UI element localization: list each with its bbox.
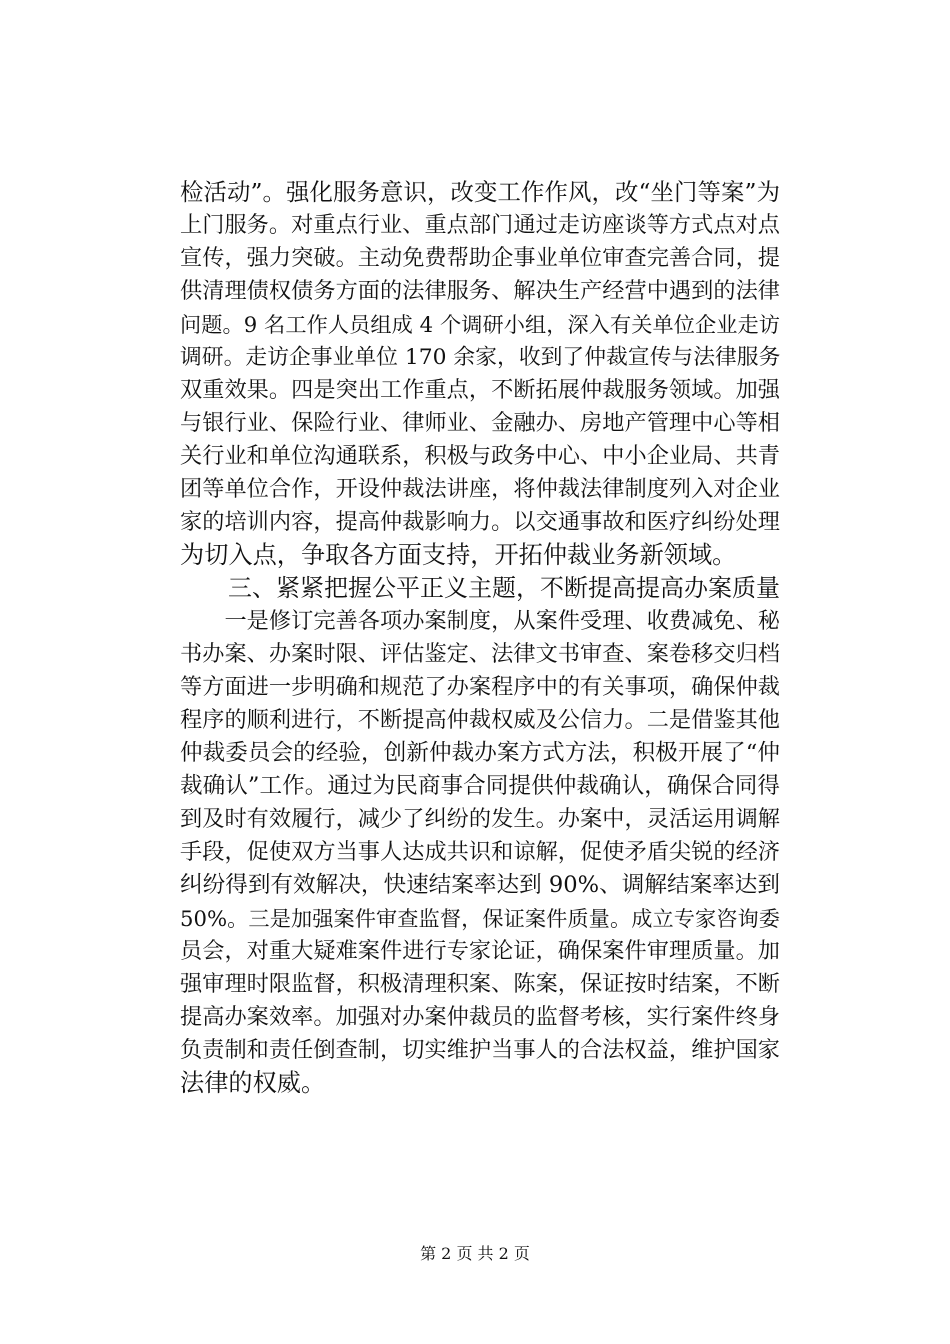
page-footer: 第 2 页 共 2 页 [420,1244,530,1263]
text-line: 到及时有效履行，减少了纠纷的发生。办案中，灵活运用调解 [180,806,780,832]
text-line: 程序的顺利进行，不断提高仲裁权威及公信力。二是借鉴其他 [180,707,780,733]
text-line: 双重效果。四是突出工作重点，不断拓展仲裁服务领域。加强 [180,377,780,403]
text-line: 调研。走访企事业单位 170 余家，收到了仲裁宣传与法律服务 [180,345,781,370]
text-line: 问题。9 名工作人员组成 4 个调研小组，深入有关单位企业走访 [180,312,780,337]
text-line: 家的培训内容，提高仲裁影响力。以交通事故和医疗纠纷处理 [180,509,780,535]
text-line: 提高办案效率。加强对办案仲裁员的监督考核，实行案件终身 [180,1004,780,1030]
document-body [180,176,780,1100]
text-line: 三、紧紧把握公平正义主题，不断提高提高办案质量 [180,574,780,602]
text-line: 强审理时限监督，积极清理积案、陈案，保证按时结案，不断 [180,971,780,997]
text-line: 关行业和单位沟通联系，积极与政务中心、中小企业局、共青 [180,443,780,469]
text-line: 50%。三是加强案件审查监督，保证案件质量。成立专家咨询委 [180,906,780,931]
text-line: 员会，对重大疑难案件进行专家论证，确保案件审理质量。加 [180,938,780,964]
text-line: 与银行业、保险行业、律师业、金融办、房地产管理中心等相 [180,410,780,436]
text-line: 检活动”。强化服务意识，改变工作作风，改“坐门等案”为 [180,178,780,206]
text-line: 团等单位合作，开设仲裁法讲座，将仲裁法律制度列入对企业 [180,476,780,502]
text-line: 宣传，强力突破。主动免费帮助企事业单位审查完善合同，提 [180,245,780,271]
text-line: 法律的权威。 [180,1069,326,1097]
text-line: 负责制和责任倒查制，切实维护当事人的合法权益，维护国家 [180,1037,780,1063]
text-line: 上门服务。对重点行业、重点部门通过走访座谈等方式点对点 [180,212,780,238]
text-line: 为切入点，争取各方面支持，开拓仲裁业务新领域。 [180,541,737,569]
text-line: 纠纷得到有效解决，快速结案率达到 90%、调解结案率达到 [180,872,780,898]
text-line: 一是修订完善各项办案制度，从案件受理、收费减免、秘 [180,608,780,634]
text-line: 等方面进一步明确和规范了办案程序中的有关事项，确保仲裁 [180,674,780,700]
text-line: 裁确认”工作。通过为民商事合同提供仲裁确认，确保合同得 [180,773,780,799]
text-line: 仲裁委员会的经验，创新仲裁办案方式方法，积极开展了“仲 [180,740,780,766]
text-line: 手段，促使双方当事人达成共识和谅解，促使矛盾尖锐的经济 [180,839,780,865]
text-line: 供清理债权债务方面的法律服务、解决生产经营中遇到的法律 [180,278,780,304]
text-line: 书办案、办案时限、评估鉴定、法律文书审查、案卷移交归档 [180,641,780,667]
